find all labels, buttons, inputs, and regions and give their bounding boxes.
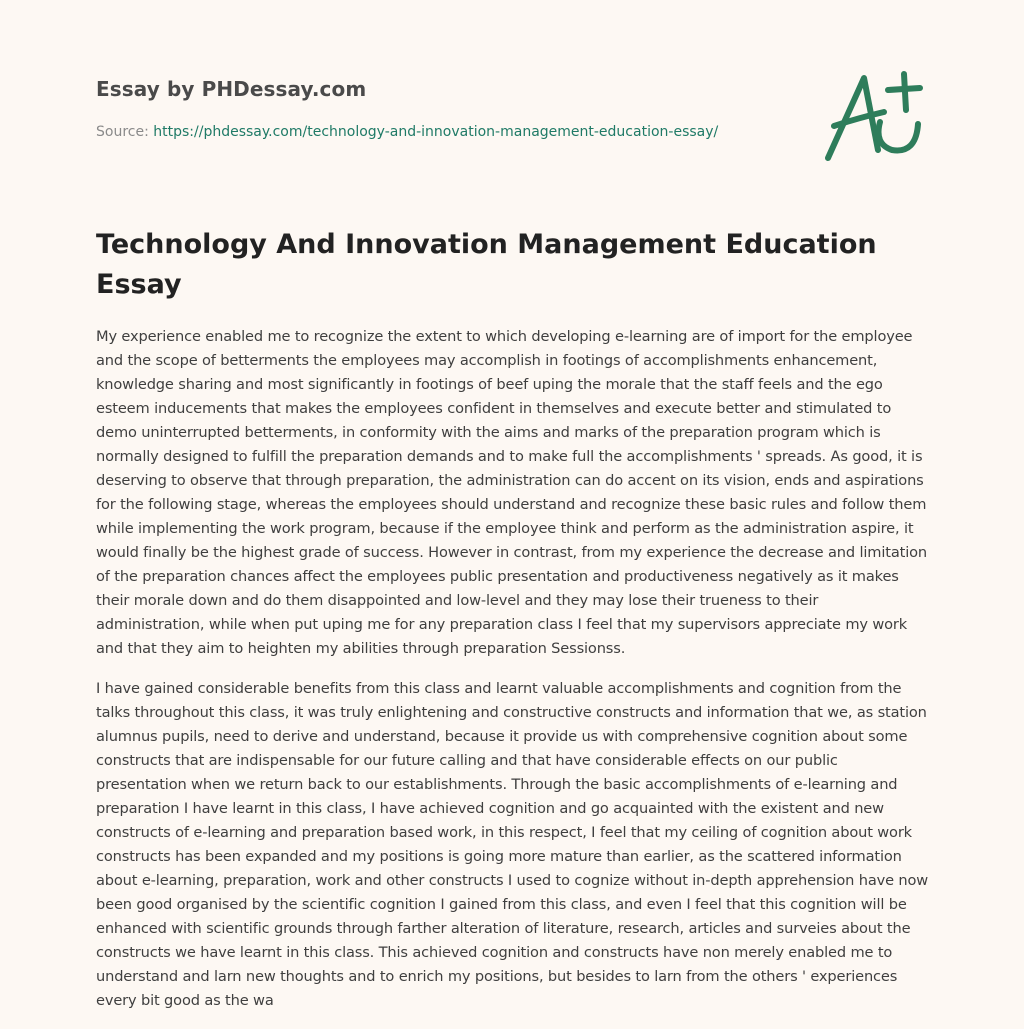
a-plus-logo-icon <box>818 66 930 166</box>
source-label: Source: <box>96 124 154 140</box>
essay-paragraph-1: My experience enabled me to recognize the extent to which developing e-learning are of import for the employee and the scope of betterments the employees may accomplish in footings of accomplishments enhancement, knowledge sharing and most significantly in footings of beef uping the morale that the staff feels and the ego esteem inducements that makes the employees confident in themselves and execute better and stimulated to demo uninterrupted betterments, in conformity with the aims and marks of the preparation program which is normally designed to fulfill the preparation demands and to make full the accomplishments ' spreads. As good, it is deserving to observe that through preparation, the administration can do accent on its vision, ends and aspirations for the following stage, whereas the employees should understand and recognize these basic rules and follow them while implementing the work program, because if the employee think and perform as the administration aspire, it would finally be the highest grade of success. However in contrast, from my experience the decrease and limitation of the preparation chances affect the employees public presentation and productiveness negatively as it makes their morale down and do them disappointed and low-level and they may lose their trueness to their administration, while when put uping me for any preparation class I feel that my supervisors appreciate my work and that they aim to heighten my abilities through preparation Sessionss. <box>96 328 927 657</box>
essay-paragraph-2: I have gained considerable benefits from this class and learnt valuable accomplishments and cognition from the talks throughout this class, it was truly enlightening and constructive constructs and information that we, as station alumnus pupils, need to derive and understand, because it provide us with comprehensive cognition about some constructs that are indispensable for our future calling and that have considerable effects on our public presentation when we return back to our establishments. Through the basic accomplishments of e-learning and preparation I have learnt in this class, I have achieved cognition and go acquainted with the existent and new constructs of e-learning and preparation based work, in this respect, I feel that my ceiling of cognition about work constructs has been expanded and my positions is going more mature than earlier, as the scattered information about e-learning, preparation, work and other constructs I used to cognize without in-depth apprehension have now been good organised by the scientific cognition I gained from this class, and even I feel that this cognition will be enhanced with scientific grounds through farther alteration of literature, research, articles and surveies about the constructs we have learnt in this class. This achieved cognition and constructs have non merely enabled me to understand and larn new thoughts and to enrich my positions, but besides to larn from the others ' experiences every bit good as the wa <box>96 680 929 1009</box>
essay-title: Technology And Innovation Management Education Essay <box>96 229 877 300</box>
site-title: Essay by PHDessay.com <box>96 77 367 101</box>
source-line <box>96 124 718 140</box>
essay-body <box>96 325 930 1029</box>
source-link[interactable]: https://phdessay.com/technology-and-innovation-management-education-essay/ <box>153 124 719 140</box>
